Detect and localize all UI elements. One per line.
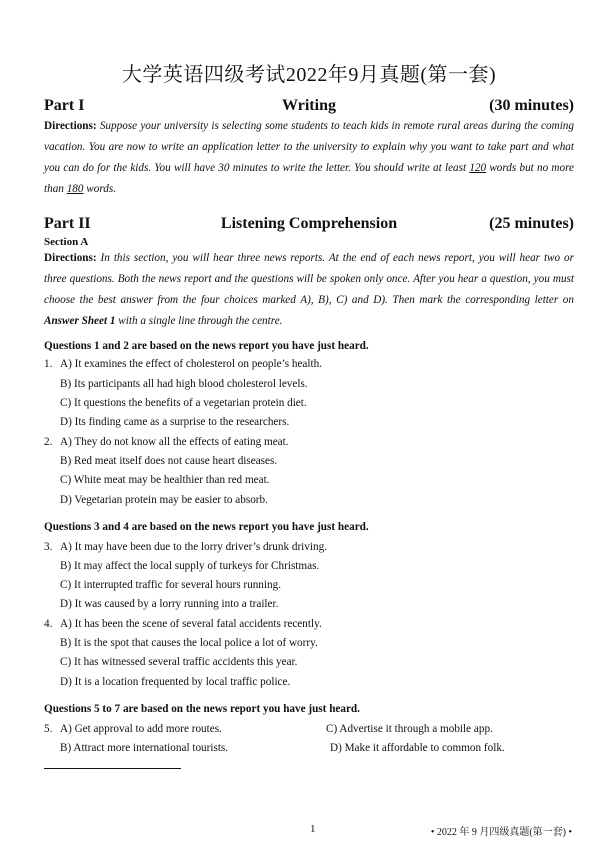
answer-option: B) Attract more international tourists. — [60, 742, 229, 754]
answer-option: B) Red meat itself does not cause heart diseases. — [60, 455, 278, 467]
directions-text: words but no more than — [44, 162, 574, 195]
answer-option: D) It is a location frequented by local traffic police. — [60, 676, 291, 688]
footnote-divider — [44, 768, 181, 769]
part1-name: Writing — [282, 97, 336, 114]
exam-title: 大学英语四级考试2022年9月真题(第一套) — [121, 64, 497, 86]
question-number: 5. — [44, 723, 53, 735]
question-group-header: Questions 5 to 7 are based on the news report you have just heard. — [44, 703, 360, 715]
part2-name: Listening Comprehension — [220, 215, 398, 232]
question-number: 1. — [44, 358, 53, 370]
question-group-header: Questions 3 and 4 are based on the news report you have just heard. — [44, 521, 369, 533]
answer-option: C) Advertise it through a mobile app. — [326, 723, 493, 735]
answer-option: D) Vegetarian protein may be easier to absorb. — [60, 494, 268, 506]
part1-directions — [44, 116, 574, 200]
part2-directions — [44, 248, 574, 332]
part1-time: (30 minutes) — [489, 97, 574, 114]
answer-option: C) It has witnessed several traffic accidents this year. — [60, 656, 298, 668]
answer-option: C) White meat may be healthier than red meat. — [60, 474, 270, 486]
page-number: 1 — [310, 823, 316, 835]
footer-note: • 2022 年 9 月四级真题(第一套) • — [430, 827, 572, 838]
answer-option: D) It was caused by a lorry running into a trailer. — [60, 598, 279, 610]
answer-option: C) It interrupted traffic for several hours running. — [60, 579, 281, 591]
min-words: 120 — [469, 162, 487, 174]
section-a-label: Section A — [44, 236, 89, 248]
directions-text: with a single line through the centre. — [115, 315, 283, 327]
question-number: 3. — [44, 541, 53, 553]
answer-option: A) Get approval to add more routes. — [60, 723, 222, 735]
answer-option: D) Its finding came as a surprise to the researchers. — [60, 416, 290, 428]
part2-header — [44, 215, 574, 237]
directions-text: In this section, you will hear three news reports. At the end of each news report, you will hear two or three questions. Both the news report and the questions will be spoken only once. After you hear a question, you must choose the best answer from the four choices marked A), B), C) and D). Then mark the corresponding letter on — [44, 252, 574, 306]
answer-option: B) It may affect the local supply of turkeys for Christmas. — [60, 560, 320, 572]
directions-label: Directions: — [44, 120, 97, 132]
question-group-header: Questions 1 and 2 are based on the news report you have just heard. — [44, 340, 369, 352]
part1-label: Part I — [44, 97, 85, 114]
exam-page — [44, 0, 574, 850]
directions-label: Directions: — [44, 252, 97, 264]
answer-option: B) Its participants all had high blood cholesterol levels. — [60, 378, 308, 390]
question-number: 2. — [44, 436, 53, 448]
max-words: 180 — [66, 183, 84, 195]
answer-option: A) It examines the effect of cholesterol on people’s health. — [60, 358, 322, 370]
directions-text: Suppose your university is selecting some students to teach kids in remote rural areas during the coming vacation. You are now to write an application letter to the university to explain why you want to take part and what you can do for the kids. You will have 30 minutes to write the letter. You should write at least — [44, 120, 574, 174]
answer-option: A) It has been the scene of several fatal accidents recently. — [60, 618, 322, 630]
answer-option: A) They do not know all the effects of eating meat. — [60, 436, 289, 448]
answer-option: C) It questions the benefits of a vegetarian protein diet. — [60, 397, 307, 409]
answer-option: D) Make it affordable to common folk. — [330, 742, 505, 754]
directions-text: words. — [83, 183, 117, 195]
answer-option: A) It may have been due to the lorry driver’s drunk driving. — [60, 541, 327, 553]
answer-option: B) It is the spot that causes the local police a lot of worry. — [60, 637, 318, 649]
answer-sheet-label: Answer Sheet 1 — [44, 315, 116, 327]
part2-time: (25 minutes) — [489, 215, 574, 232]
question-number: 4. — [44, 618, 53, 630]
part2-label: Part II — [44, 215, 91, 232]
